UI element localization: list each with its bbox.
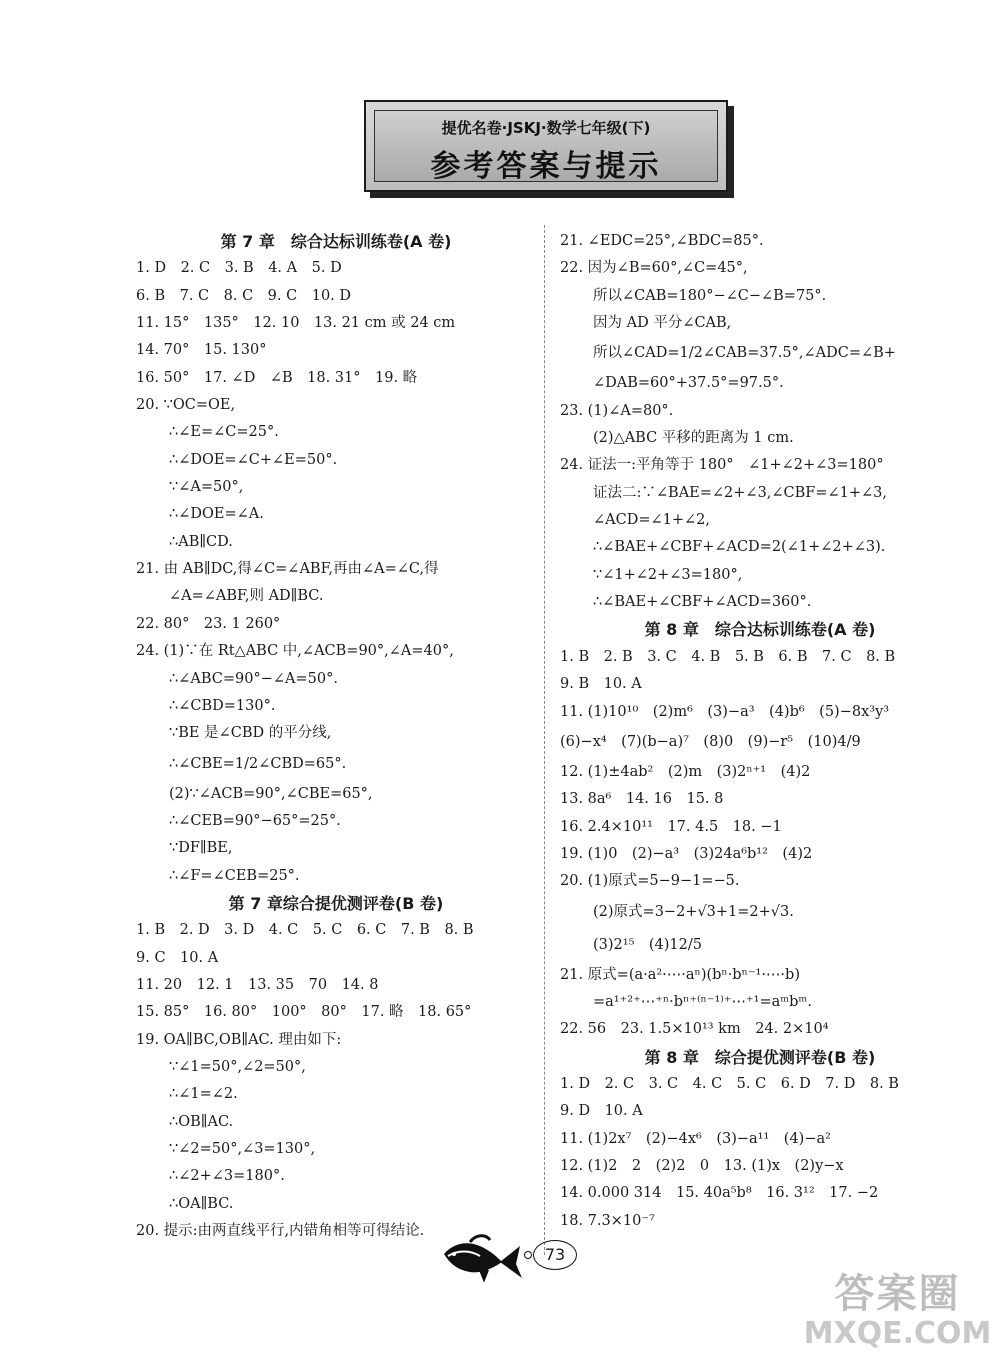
watermark-text: 答案圈	[834, 1271, 961, 1317]
answer-line: 15. 85° 16. 80° 100° 80° 17. 略 18. 65°	[136, 1004, 472, 1021]
banner-subtitle: 提优名卷·JSKJ·数学七年级(下)	[441, 119, 651, 137]
answer-line: ∴∠CEB=90°−65°=25°.	[169, 812, 341, 829]
answer-line: 1. B 2. D 3. D 4. C 5. C 6. C 7. B 8. B	[136, 922, 474, 939]
section-heading: 第 7 章综合提优测评卷(B 卷)	[228, 893, 444, 913]
answer-line: 16. 50° 17. ∠D ∠B 18. 31° 19. 略	[136, 369, 418, 386]
answer-line: 9. B 10. A	[560, 676, 642, 693]
answer-line: ∵∠1=50°,∠2=50°,	[169, 1058, 306, 1075]
answer-line: ∴OA∥BC.	[169, 1195, 234, 1212]
answer-line: 14. 0.000 314 15. 40a⁵b⁸ 16. 3¹² 17. −2	[560, 1185, 879, 1202]
answer-line: ∴∠1=∠2.	[169, 1086, 238, 1103]
answer-line: (6)−x⁴ (7)(b−a)⁷ (8)0 (9)−r⁵ (10)4/9	[560, 733, 861, 750]
answer-line: 6. B 7. C 8. C 9. C 10. D	[136, 287, 352, 304]
section-heading: 第 7 章 综合达标训练卷(A 卷)	[220, 232, 452, 251]
answer-line: 11. 15° 135° 12. 10 13. 21 cm 或 24 cm	[136, 315, 456, 332]
answer-line: ∴∠ABC=90°−∠A=50°.	[169, 670, 338, 687]
section-heading: 第 8 章 综合提优测评卷(B 卷)	[644, 1047, 876, 1067]
answer-line: 21. 原式=(a·a²·⋯·aⁿ)(bⁿ·bⁿ⁻¹·⋯·b)	[560, 966, 800, 983]
answer-line: ∴∠2+∠3=180°.	[169, 1168, 285, 1185]
answer-line: 因为 AD 平分∠CAB,	[593, 315, 732, 332]
answer-line: 21. 由 AB∥DC,得∠C=∠ABF,再由∠A=∠C,得	[136, 561, 439, 578]
answer-line: (2)△ABC 平移的距离为 1 cm.	[593, 430, 794, 447]
answer-line: ∵∠A=50°,	[169, 479, 244, 496]
answer-line: 证法二:∵∠BAE=∠2+∠3,∠CBF=∠1+∠3,	[593, 484, 888, 501]
page-footer	[440, 1232, 600, 1282]
answer-line: =a¹⁺²⁺⋯⁺ⁿ·bⁿ⁺⁽ⁿ⁻¹⁾⁺⋯⁺¹=aᵐbᵐ.	[593, 993, 812, 1010]
answer-line: 22. 因为∠B=60°,∠C=45°,	[560, 260, 748, 277]
fish-icon	[440, 1232, 525, 1282]
answer-line: ∴∠F=∠CEB=25°.	[169, 867, 300, 884]
answer-line: 20. (1)原式=5−9−1=−5.	[560, 873, 740, 890]
answer-line: 16. 2.4×10¹¹ 17. 4.5 18. −1	[560, 818, 782, 835]
column-divider	[544, 225, 545, 1255]
answer-line: 11. (1)2x⁷ (2)−4x⁶ (3)−a¹¹ (4)−a²	[560, 1130, 831, 1147]
answer-line: 20. 提示:由两直线平行,内错角相等可得结论.	[136, 1223, 425, 1240]
answer-line: ∴∠E=∠C=25°.	[169, 424, 279, 441]
answer-line: ∴∠DOE=∠C+∠E=50°.	[169, 451, 338, 468]
answer-line: ∵BE 是∠CBD 的平分线,	[169, 725, 332, 742]
answer-line: (3)2¹⁵ (4)12/5	[593, 936, 702, 953]
answer-line: 9. C 10. A	[136, 949, 219, 966]
title-banner-inner	[374, 110, 718, 182]
answer-line: 14. 70° 15. 130°	[136, 342, 267, 359]
answer-line: ∴∠BAE+∠CBF+∠ACD=360°.	[593, 594, 812, 611]
answer-line: 12. (1)2 2 (2)2 0 13. (1)x (2)y−x	[560, 1157, 844, 1174]
answer-line: ∵DF∥BE,	[169, 840, 233, 857]
answer-line: ∠ACD=∠1+∠2,	[593, 512, 710, 529]
answer-line: 18. 7.3×10⁻⁷	[560, 1212, 655, 1229]
answer-line: 11. (1)10¹⁰ (2)m⁶ (3)−a³ (4)b⁶ (5)−8x³y³	[560, 703, 890, 720]
answer-line: 9. D 10. A	[560, 1103, 643, 1120]
answer-line: 所以∠CAB=180°−∠C−∠B=75°.	[593, 287, 827, 304]
answer-line: 23. (1)∠A=80°.	[560, 402, 674, 419]
answer-line: ∵∠1+∠2+∠3=180°,	[593, 566, 743, 583]
answer-line: 11. 20 12. 1 13. 35 70 14. 8	[136, 976, 379, 993]
answer-line: 13. 8a⁶ 14. 16 15. 8	[560, 791, 724, 808]
section-heading: 第 8 章 综合达标训练卷(A 卷)	[644, 620, 876, 640]
watermark-logo	[800, 1262, 995, 1356]
answer-line: 1. D 2. C 3. C 4. C 5. C 6. D 7. D 8. B	[560, 1075, 899, 1092]
answer-line: ∠DAB=60°+37.5°=97.5°.	[593, 375, 784, 392]
answer-line: 20. ∵OC=OE,	[136, 397, 236, 414]
answer-line: 所以∠CAD=1/2∠CAB=37.5°,∠ADC=∠B+	[593, 345, 896, 362]
answer-line: 22. 80° 23. 1 260°	[136, 615, 281, 632]
title-banner	[364, 100, 728, 192]
answer-line: 1. D 2. C 3. B 4. A 5. D	[136, 260, 342, 277]
banner-title: 参考答案与提示	[430, 149, 662, 184]
answer-line: 19. (1)0 (2)−a³ (3)24a⁶b¹² (4)2	[560, 845, 813, 862]
answer-column-right	[560, 228, 960, 1235]
answer-line: 19. OA∥BC,OB∥AC. 理由如下:	[136, 1031, 342, 1048]
watermark-url: MXQE.COM	[803, 1316, 992, 1351]
answer-line: 24. 证法一:平角等于 180° ∠1+∠2+∠3=180°	[560, 457, 884, 474]
answer-line: ∴∠DOE=∠A.	[169, 506, 264, 523]
answer-line: 1. B 2. B 3. C 4. B 5. B 6. B 7. C 8. B	[560, 648, 896, 665]
answer-line: ∴∠CBD=130°.	[169, 697, 276, 714]
answer-line: 21. ∠EDC=25°,∠BDC=85°.	[560, 233, 764, 249]
answer-line: ∴OB∥AC.	[169, 1113, 234, 1130]
answer-line: 24. (1)∵在 Rt△ABC 中,∠ACB=90°,∠A=40°,	[136, 643, 454, 660]
answer-column-left	[136, 228, 536, 1245]
footer-dot	[524, 1251, 532, 1259]
answer-line: ∴AB∥CD.	[169, 533, 233, 550]
page-number: 73	[533, 1240, 577, 1270]
answer-line: (2)原式=3−2+√3+1=2+√3.	[593, 903, 794, 920]
answer-line: ∠A=∠ABF,则 AD∥BC.	[169, 588, 324, 605]
answer-line: ∴∠CBE=1/2∠CBD=65°.	[169, 755, 347, 772]
answer-line: 22. 56 23. 1.5×10¹³ km 24. 2×10⁴	[560, 1021, 829, 1038]
answer-line: (2)∵∠ACB=90°,∠CBE=65°,	[169, 785, 373, 802]
answer-line: 12. (1)±4ab² (2)m (3)2ⁿ⁺¹ (4)2	[560, 763, 811, 780]
answer-line: ∴∠BAE+∠CBF+∠ACD=2(∠1+∠2+∠3).	[593, 539, 886, 556]
answer-line: ∵∠2=50°,∠3=130°,	[169, 1141, 316, 1157]
